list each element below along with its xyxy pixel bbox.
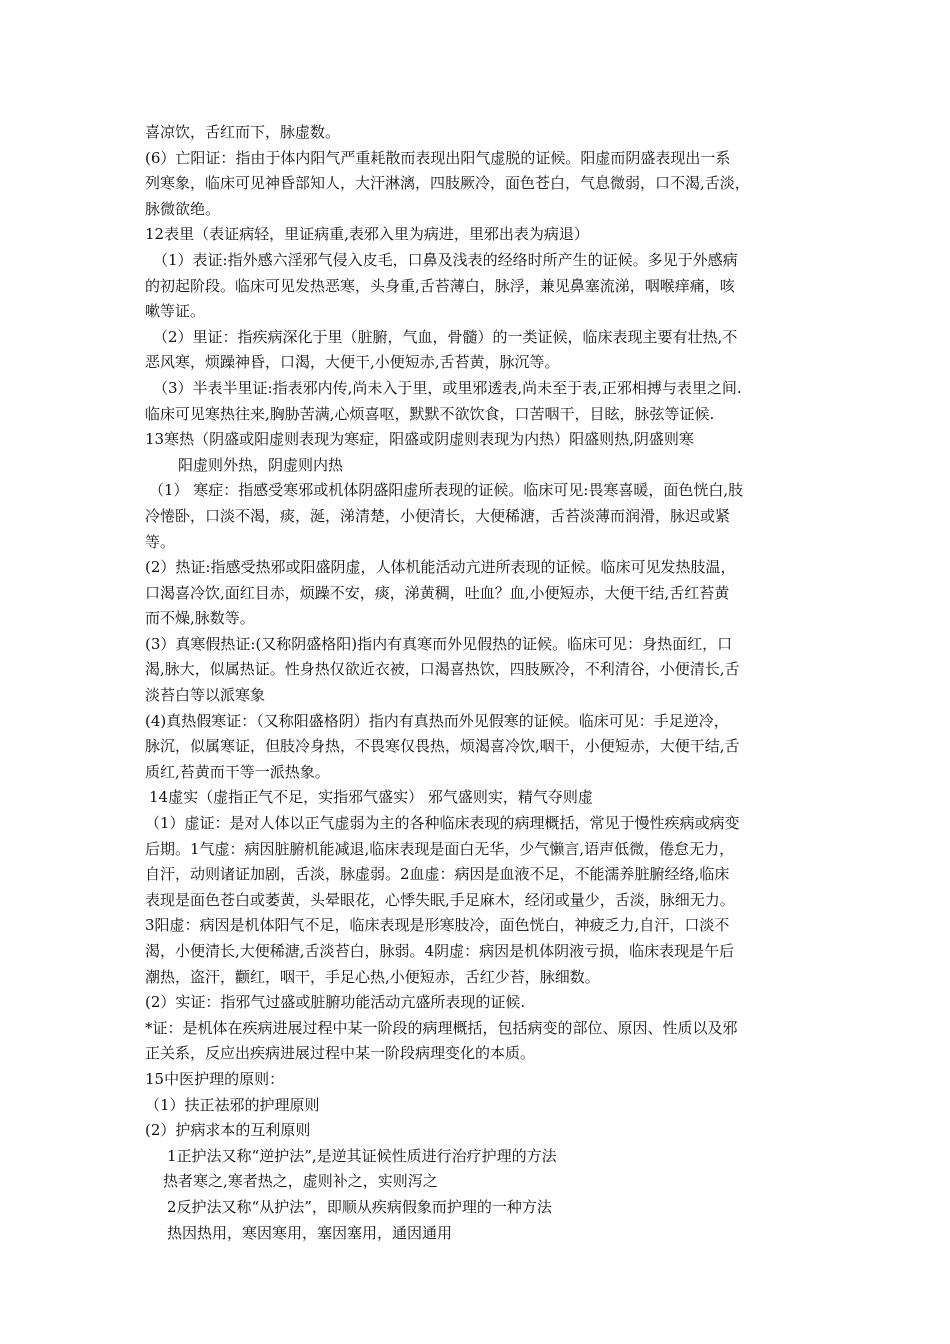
text-line: 阳虚则外热，阴虚则内热 xyxy=(178,455,344,474)
text-line: 热者寒之,寒者热之，虚则补之，实则泻之 xyxy=(163,1172,438,1191)
text-line: 临床可见寒热往来,胸胁苦满,心烦喜呕，默默不欲饮食，口苦咽干，目眩，脉弦等证候. xyxy=(145,404,715,423)
text-line: 的初起阶段。临床可见发热恶寒，头身重,舌苔薄白，脉浮，兼见鼻塞流涕，咽喉痒痛，咳 xyxy=(145,276,735,295)
text-line: 淡苔白等以派寒象 xyxy=(145,686,266,705)
text-line: 而不燥,脉数等。 xyxy=(145,609,255,628)
text-line: 正关系，反应出疾病进展过程中某一阶段病理变化的本质。 xyxy=(145,1044,536,1063)
text-line: 脉沉，似属寒证，但肢冷身热，不畏寒仅畏热，烦渴喜冷饮,咽干，小便短赤，大便干结,舌 xyxy=(145,737,740,756)
text-line: 渴，小便清长,大便稀溏,舌淡苔白，脉弱。4阴虚：病因是机体阴液亏损，临床表现是午后 xyxy=(145,942,735,960)
text-line: 嗽等证。 xyxy=(145,302,206,321)
text-line: 3阳虚：病因是机体阳气不足，临床表现是形寒肢冷，面色恍白，神疲乏力,自汗，口淡不 xyxy=(145,916,730,935)
text-line: (3）真寒假热证:(又称阴盛格阳)指内有真寒而外见假热的证候。临床可见：身热面红，口 xyxy=(145,634,733,653)
text-line: 口渴喜冷饮,面红目赤，烦躁不安，痰，涕黄稠，吐血？血,小便短赤，大便干结,舌红苔黄 xyxy=(145,583,730,602)
text-line: 质红,苔黄而干等一派热象。 xyxy=(145,762,330,781)
text-line: 冷惓卧，口淡不渴，痰，涎，涕清楚，小便清长，大便稀溏，舌苔淡薄而润滑，脉迟或紧 xyxy=(145,506,731,525)
text-line: 12表里（表证病轻，里证病重,表邪入里为病进，里邪出表为病退） xyxy=(145,225,589,244)
text-line: 自汗，动则诸证加剧，舌淡，脉虚弱。2血虚：病因是血液不足，不能濡养脏腑经络,临床 xyxy=(145,865,730,884)
text-line: 13寒热（阴盛或阳虚则表现为寒症，阳盛或阴虚则表现为内热）阳盛则热,阴盛则寒 xyxy=(145,430,694,449)
text-line: (2）护病求本的互利原则 xyxy=(145,1121,311,1140)
text-line: (4)真热假寒证：（又称阳盛格阴）指内有真热而外见假寒的证候。临床可见：手足逆冷， xyxy=(145,711,729,730)
text-line: (2）热证:指感受热邪或阳盛阴虚，人体机能活动亢进所表现的证候。临床可见发热肢温， xyxy=(145,558,736,577)
text-line: *证：是机体在疾病进展过程中某一阶段的病理概括，包括病变的部位、原因、性质以及邪 xyxy=(145,1018,738,1037)
text-line: (2）实证：指邪气过盛或脏腑功能活动亢盛所表现的证候. xyxy=(145,993,526,1012)
text-line: （1）虚证：是对人体以正气虚弱为主的各种临床表现的病理概括，常见于慢性疾病或病变 xyxy=(145,814,740,833)
text-line: 列寒象，临床可见神昏部知人，大汗淋漓，四肢厥冷，面色苍白，气息微弱，口不渴,舌淡， xyxy=(145,174,750,193)
text-line: 等。 xyxy=(145,532,176,551)
text-line: 热因热用，寒因寒用，塞因塞用，通因通用 xyxy=(167,1223,453,1242)
text-line: 脉微欲绝。 xyxy=(145,199,221,218)
text-line: 14虚实（虚指正气不足，实指邪气盛实） 邪气盛则实，精气夺则虚 xyxy=(149,788,593,807)
text-line: 潮热，盗汗，颧红，咽干，手足心热,小便短赤，舌红少苔，脉细数。 xyxy=(145,967,600,986)
text-line: 后期。1气虚：病因脏腑机能减退,临床表现是面白无华，少气懒言,语声低微，倦怠无力， xyxy=(145,839,735,858)
text-line: (6）亡阳证：指由于体内阳气严重耗散而表现出阳气虚脱的证候。阳虚而阴盛表现出一系 xyxy=(145,148,731,167)
text-line: （3）半表半里证:指表邪内传,尚未入于里，或里邪透表,尚未至于表,正邪相搏与表里之间. xyxy=(153,378,742,397)
text-line: （1）表证:指外感六淫邪气侵入皮毛，口鼻及浅表的经络时所产生的证候。多见于外感病 xyxy=(153,250,738,269)
text-line: 1正护法又称“逆护法”,是逆其证候性质进行治疗护理的方法 xyxy=(167,1146,557,1165)
text-line: （1） 寒症：指感受寒邪或机体阴盛阳虚所表现的证候。临床可见:畏寒喜暖，面色恍白,肢 xyxy=(149,481,744,500)
text-line: （2）里证：指疾病深化于里（脏腑，气血，骨髓）的一类证候，临床表现主要有壮热,不 xyxy=(153,327,738,346)
text-line: 恶风寒，烦躁神昏，口渴，大便干,小便短赤,舌苔黄，脉沉等。 xyxy=(145,353,560,372)
text-line: 表现是面色苍白或萎黄，头晕眼花，心悸失眠,手足麻木，经闭或量少，舌淡，脉细无力。 xyxy=(145,890,735,909)
text-line: 渴,脉大，似属热证。性身热仅欲近衣被，口渴喜热饮，四肢厥冷，不利清谷，小便清长,舌 xyxy=(145,660,740,679)
text-line: 喜凉饮，舌红而下，脉虚数。 xyxy=(145,123,341,141)
text-line: 15中医护理的原则： xyxy=(145,1069,285,1088)
text-line: 2反护法又称“从护法”，即顺从疾病假象而护理的一种方法 xyxy=(167,1197,552,1216)
text-line: （1）扶正祛邪的护理原则 xyxy=(145,1095,320,1114)
document-page xyxy=(145,120,825,1246)
